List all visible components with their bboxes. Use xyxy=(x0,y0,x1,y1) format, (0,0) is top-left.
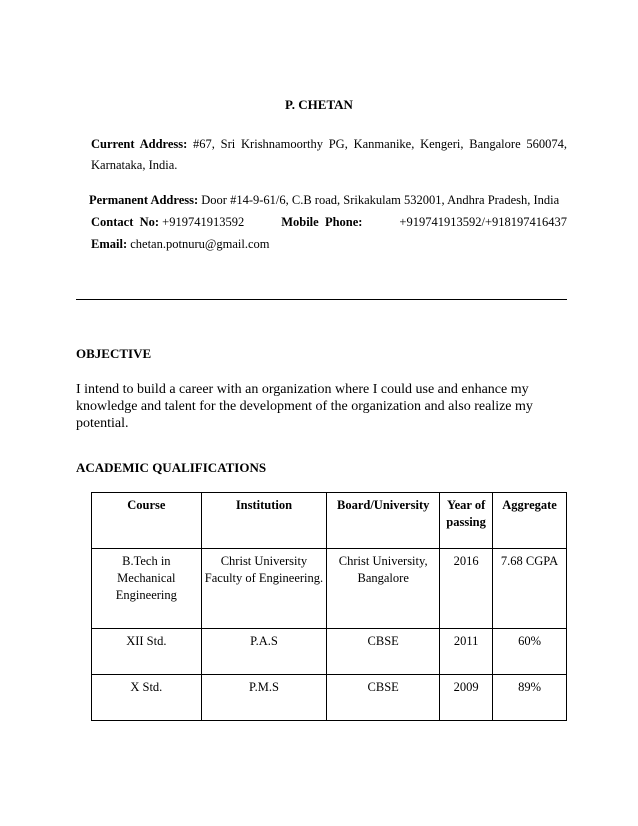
table-cell: 2011 xyxy=(440,629,493,675)
table-row xyxy=(92,549,567,629)
table-cell: XII Std. xyxy=(92,629,202,675)
email-value: chetan.potnuru@gmail.com xyxy=(130,237,270,251)
table-row xyxy=(92,629,567,675)
mobile-label: Mobile Phone: xyxy=(281,215,363,229)
table-cell: P.A.S xyxy=(201,629,327,675)
table-header-row xyxy=(92,493,567,549)
email-line xyxy=(91,237,270,252)
current-address-value: #67, Sri Krishnamoorthy PG, Kanmanike, Kengeri, Bangalore 560074, xyxy=(193,137,568,151)
academic-heading: ACADEMIC QUALIFICATIONS xyxy=(76,460,267,475)
column-header: Course xyxy=(92,493,202,549)
permanent-address-line xyxy=(89,193,559,208)
column-header: Aggregate xyxy=(493,493,567,549)
contact-no-group xyxy=(91,215,244,230)
permanent-address-value: Door #14-9-61/6, C.B road, Srikakulam 532001, Andhra Pradesh, India xyxy=(201,193,560,207)
email-label: Email: xyxy=(91,237,128,251)
mobile-value: +919741913592/+918197416437 xyxy=(399,215,567,229)
horizontal-divider xyxy=(76,299,567,300)
contact-line xyxy=(91,215,567,230)
table-row xyxy=(92,675,567,721)
contact-no-value: +919741913592 xyxy=(162,215,245,229)
table-cell: Christ University Faculty of Engineering. xyxy=(201,549,327,629)
table-cell: B.Tech in Mechanical Engineering xyxy=(92,549,202,629)
table-cell: 7.68 CGPA xyxy=(493,549,567,629)
column-header: Institution xyxy=(201,493,327,549)
table-cell: P.M.S xyxy=(201,675,327,721)
contact-no-label: Contact No: xyxy=(91,215,160,229)
table-cell: Christ University, Bangalore xyxy=(327,549,440,629)
resume-name: P. CHETAN xyxy=(285,97,353,112)
permanent-address-label: Permanent Address: xyxy=(89,193,199,207)
current-address-line xyxy=(91,137,567,152)
qualifications-table xyxy=(91,492,567,721)
table-cell: 2009 xyxy=(440,675,493,721)
table-cell: 89% xyxy=(493,675,567,721)
table-cell: CBSE xyxy=(327,629,440,675)
table-cell: 2016 xyxy=(440,549,493,629)
column-header: Board/University xyxy=(327,493,440,549)
current-address-line2: Karnataka, India. xyxy=(91,158,178,172)
objective-heading: OBJECTIVE xyxy=(76,346,152,361)
table-cell: X Std. xyxy=(92,675,202,721)
current-address-label: Current Address: xyxy=(91,137,188,151)
objective-text: I intend to build a career with an organization where I could use and enhance my knowledge and talent for the development of the organization and also realize my potential. xyxy=(76,382,533,431)
table-cell: CBSE xyxy=(327,675,440,721)
table-cell: 60% xyxy=(493,629,567,675)
column-header: Year of passing xyxy=(440,493,493,549)
